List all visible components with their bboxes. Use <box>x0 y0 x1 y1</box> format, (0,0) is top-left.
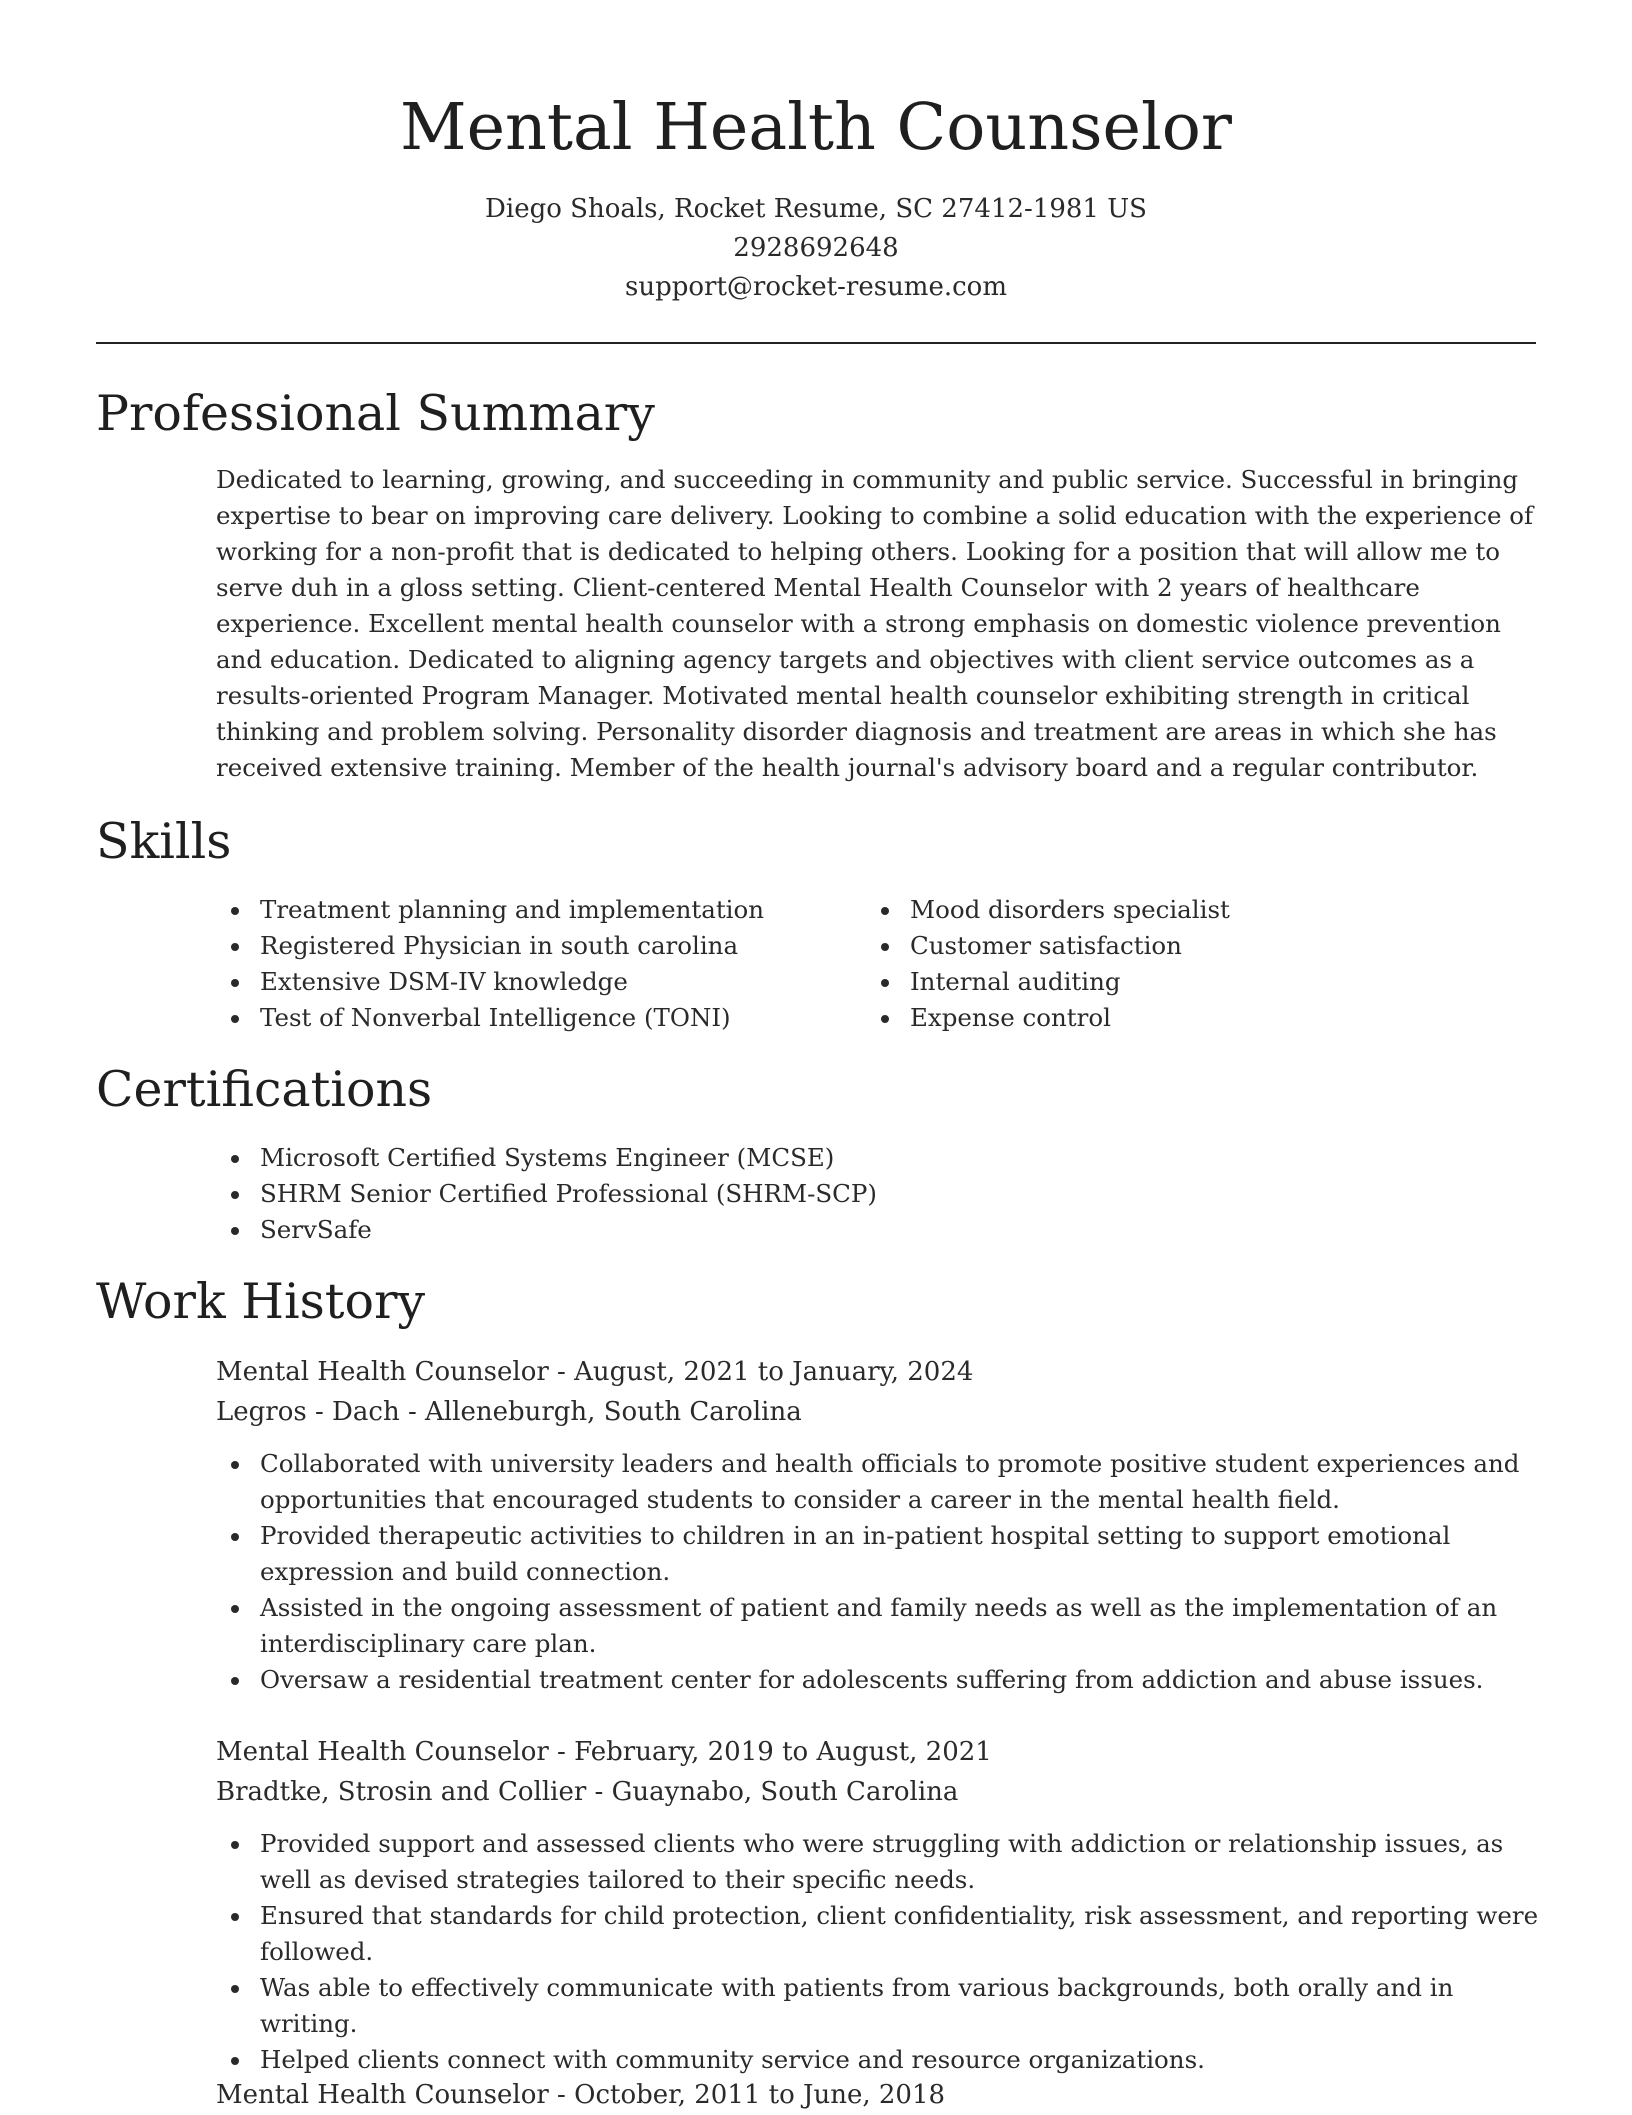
contact-address: Diego Shoals, Rocket Resume, SC 27412-1981 US <box>485 194 1147 224</box>
contact-block <box>0 190 1632 307</box>
skills-list-right <box>866 892 1230 1036</box>
job-bullet: Provided support and assessed clients who were struggling with addiction or relationship issues, as well as devised strategies tailored to their specific needs. <box>216 1826 1540 1898</box>
job-bullet: Provided therapeutic activities to children in an in-patient hospital setting to support emotional expression and build connection. <box>216 1518 1540 1590</box>
job-title: Mental Health Counselor <box>216 1737 549 1767</box>
summary-text: Dedicated to learning, growing, and succeeding in community and public service. Successful in bringing expertise to bear on improving care delivery. Looking to combine a solid education with the experience of working for a non-profit that is dedicated to helping others. Looking for a position that will allow me to serve duh in a gloss setting. Client-centered Mental Health Counselor with 2 years of healthcare experience. Excellent mental health counselor with a strong emphasis on domestic violence prevention and education. Dedicated to aligning agency targets and objectives with client service outcomes as a results-oriented Program Manager. Motivated mental health counselor exhibiting strength in critical thinking and problem solving. Personality disorder diagnosis and treatment are areas in which she has received extensive training. Member of the health journal's advisory board and a regular contributor. <box>216 465 1534 782</box>
job-bullets <box>216 1826 1540 2078</box>
job-location: Alleneburgh, South Carolina <box>425 1397 802 1427</box>
job-title-line: Mental Health Counselor - February, 2019 to August, 2021 <box>216 1737 992 1767</box>
certifications-list <box>216 1140 877 1248</box>
skill-item: Internal auditing <box>866 964 1230 1000</box>
job-title-line: Mental Health Counselor - October, 2011 to June, 2018 <box>216 2080 946 2110</box>
header-divider <box>96 342 1536 344</box>
job-location: Guaynabo, South Carolina <box>611 1777 959 1807</box>
skill-item: Test of Nonverbal Intelligence (TONI) <box>216 1000 764 1036</box>
skill-item: Customer satisfaction <box>866 928 1230 964</box>
job-company-line: Legros - Dach - Alleneburgh, South Carolina <box>216 1397 802 1427</box>
certifications-heading: Certifications <box>96 1061 433 1118</box>
skill-item: Registered Physician in south carolina <box>216 928 764 964</box>
job-title-line: Mental Health Counselor - August, 2021 to January, 2024 <box>216 1357 974 1387</box>
job-title: Mental Health Counselor <box>216 2080 549 2110</box>
skills-heading: Skills <box>96 813 232 870</box>
job-bullet: Oversaw a residential treatment center for adolescents suffering from addiction and abuse issues. <box>216 1662 1540 1698</box>
job-company: Legros - Dach <box>216 1397 400 1427</box>
job-title: Mental Health Counselor <box>216 1357 549 1387</box>
skill-item: Expense control <box>866 1000 1230 1036</box>
skills-list-left <box>216 892 764 1036</box>
certification-item: Microsoft Certified Systems Engineer (MCSE) <box>216 1140 877 1176</box>
job-dates: February, 2019 to August, 2021 <box>574 1737 992 1767</box>
summary-heading: Professional Summary <box>96 385 655 442</box>
job-bullet: Collaborated with university leaders and health officials to promote positive student experiences and opportunities that encouraged students to consider a career in the mental health field. <box>216 1446 1540 1518</box>
contact-phone: 2928692648 <box>733 233 899 263</box>
job-company: Bradtke, Strosin and Collier <box>216 1777 587 1807</box>
job-bullets <box>216 1446 1540 1698</box>
certification-item: SHRM Senior Certified Professional (SHRM-SCP) <box>216 1176 877 1212</box>
job-company-line: Bradtke, Strosin and Collier - Guaynabo, South Carolina <box>216 1777 959 1807</box>
skill-item: Treatment planning and implementation <box>216 892 764 928</box>
job-bullet: Helped clients connect with community service and resource organizations. <box>216 2042 1540 2078</box>
skill-item: Extensive DSM-IV knowledge <box>216 964 764 1000</box>
job-dates: August, 2021 to January, 2024 <box>574 1357 974 1387</box>
contact-email: support@rocket-resume.com <box>624 272 1007 302</box>
work-history-heading: Work History <box>96 1273 426 1330</box>
resume-name: Mental Health Counselor <box>400 90 1232 165</box>
job-dates: October, 2011 to June, 2018 <box>574 2080 946 2110</box>
job-bullet: Ensured that standards for child protection, client confidentiality, risk assessment, and reporting were followed. <box>216 1898 1540 1970</box>
resume-header <box>0 0 1632 307</box>
job-bullet: Was able to effectively communicate with patients from various backgrounds, both orally and in writing. <box>216 1970 1540 2042</box>
job-bullet: Assisted in the ongoing assessment of patient and family needs as well as the implementation of an interdisciplinary care plan. <box>216 1590 1540 1662</box>
certification-item: ServSafe <box>216 1212 877 1248</box>
skill-item: Mood disorders specialist <box>866 892 1230 928</box>
